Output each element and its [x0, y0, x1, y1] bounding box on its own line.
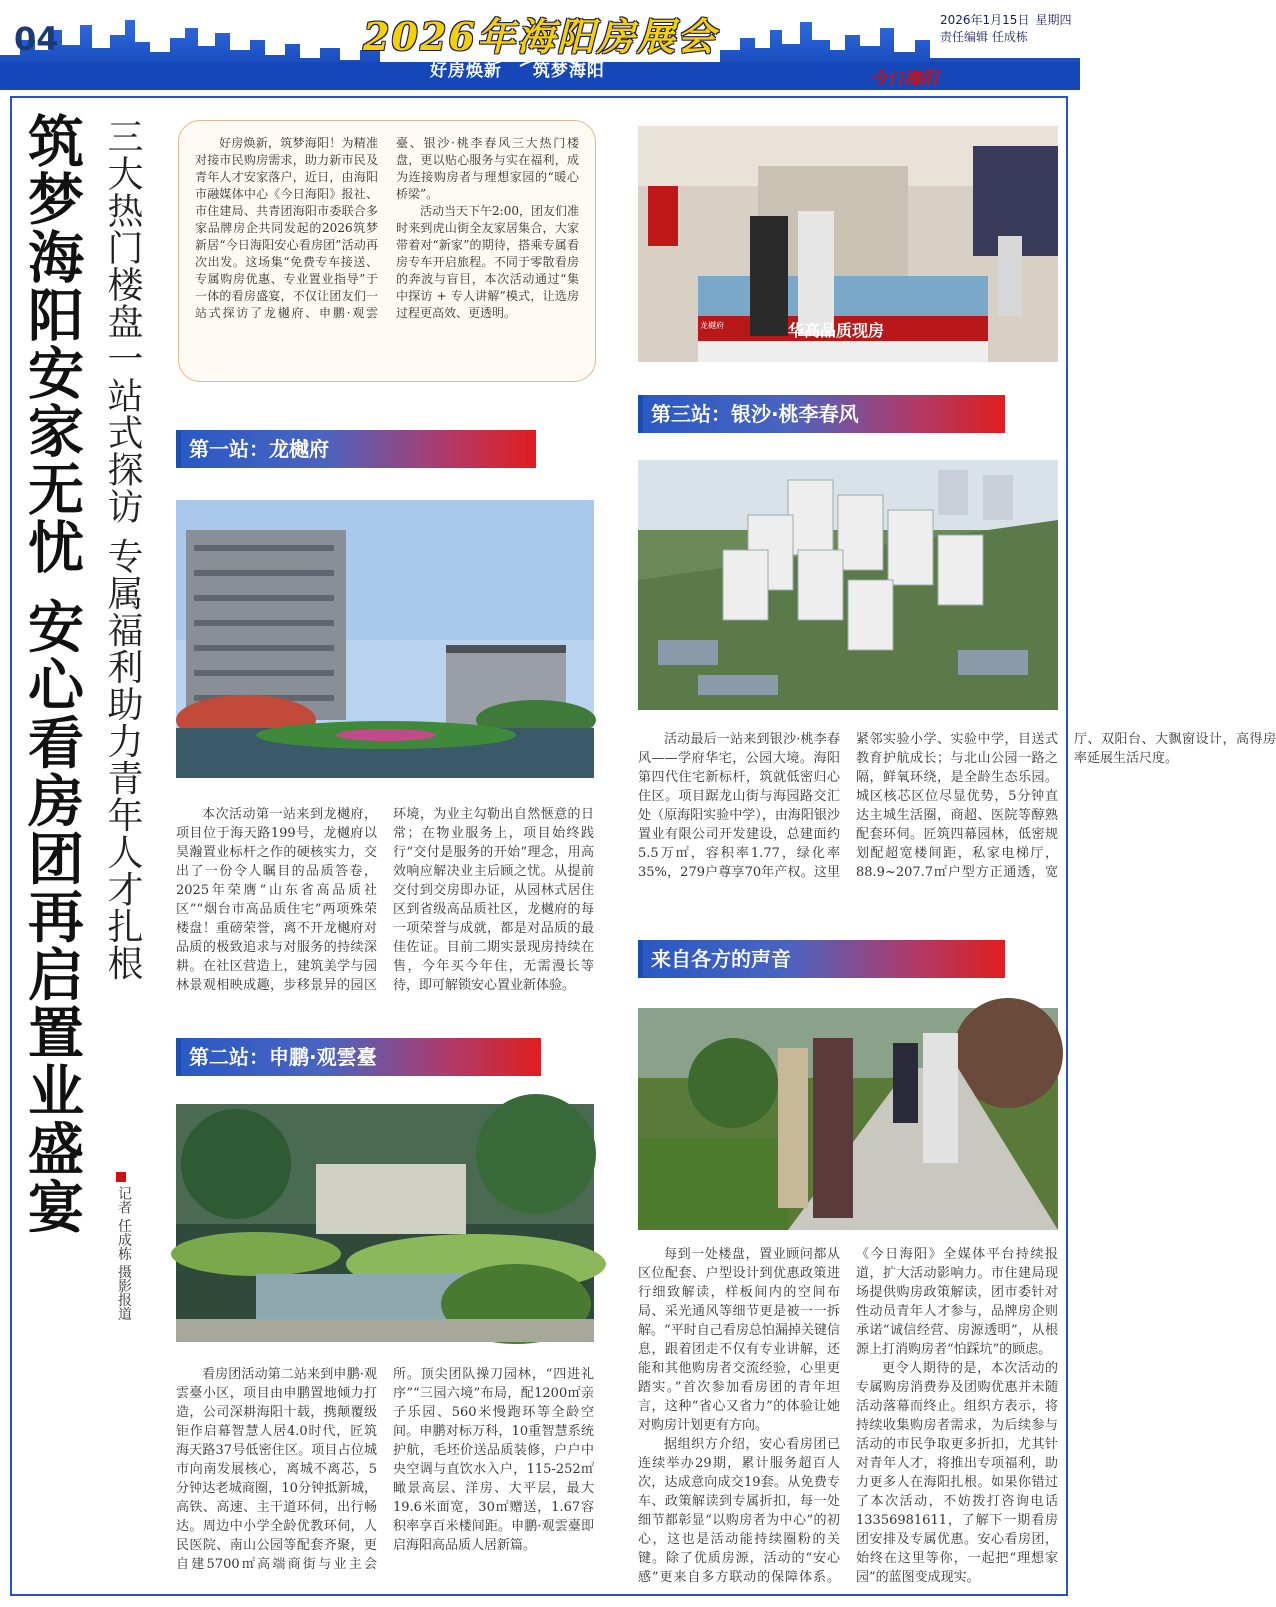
photo-taolichunfeng [638, 460, 1058, 710]
main-headline: 筑梦海阳安家无忧 安心看房团再启置业盛宴 [19, 112, 84, 1236]
sales-board-brand: 龙樾府 [700, 321, 724, 330]
sub-headline: 三大热门楼盘一站式探访 专属福利助力青年人才扎根 [102, 118, 143, 982]
intro-text [195, 135, 579, 322]
station-1-paragraph: 本次活动第一站来到龙樾府，项目位于海天路199号，龙樾府以昊瀚置业标杆之作的硬核实力，交出了一份令人瞩目的品质答卷，2025年荣膺“山东省高品质社区”“烟台市高品质住宅”两项殊荣楼盘！重磅荣誉，离不开龙樾府对品质的极致追求与对服务的持续深耕。在社区营造上，建筑美学与园林景观相映成趣，步移景异的园区环境，为业主勾勒出自然惬意的日常；在物业服务上，项目始终践行“交付是服务的开始”理念，用高效响应解决业主后顾之忧。从提前交付到交房即办证，从园林式居住区到省级高品质社区，龙樾府的每一项荣誉与成就，都是对品质的最佳佐证。目前二期实景现房持续在售，今年买今年住，无需漫长等待，即可解锁安心置业新体验。 [176, 807, 594, 993]
banner-slogans [430, 56, 730, 81]
section-heading-station-1: 第一站：龙樾府 [176, 430, 536, 468]
banner-title: 2026年海阳房展会 [363, 14, 717, 59]
photo-guanyuntai [176, 1104, 594, 1342]
station-2-paragraph: 看房团活动第二站来到申鹏·观雲臺小区，项目由申鹏置地倾力打造，公司深耕海阳十载，携颠覆级钜作启幕智慧人居4.0时代，匠筑海天路37号低密住区。项目占位城市向南发展核心，离城不离芯，5分钟达老城商圈，10分钟抵新城，高铁、高速、主干道环伺，出行畅达。周边中小学全龄优教环伺，人民医院、南山公园等配套齐聚，更自建5700㎡高端商街与业主会所。顶尖团队操刀园林，“四进礼序”“三园六境”布局，配1200㎡亲子乐园、560米慢跑环等全龄空间。申鹏对标万科，10重智慧系统护航，毛坯价送品质装修，户户中央空调与直饮水入户，115-252㎡瞰景高层、洋房、大平层，最大19.6米面宽，30㎡赠送，1.67容积率享百米楼间距。申鹏·观雲臺即启海阳高品质人居新篇。 [176, 1367, 594, 1572]
station-3-body [638, 730, 1276, 890]
photo-sales-office [638, 126, 1058, 362]
page-number: 04 [14, 20, 59, 58]
voices-body [638, 1245, 1058, 1590]
weekday: 星期四 [1035, 13, 1072, 27]
photo-visitors-walkway [638, 1008, 1058, 1230]
intro-paragraph: 好房焕新，筑梦海阳！为精准对接市民购房需求，助力新市民及青年人才安家落户，近日，由海阳市融媒体中心《今日海阳》报社、市住建局、共青团海阳市委联合多家品牌房企共同发起的2026筑梦新居“今日海阳安心看房团”活动再次出发。这场集“免费专车接送、专属购房优惠、专业置业指导”于一体的看房盛宴，不仅让团友们一站式探访了龙樾府、申鹏·观雲臺、银沙·桃李春风三大热门楼盘，更以贴心服务与实在福利，成为连接购房者与理想家园的“暖心桥梁”。 [195, 136, 579, 320]
slogan-2: 筑梦海阳 [532, 61, 605, 81]
voices-paragraph: 更令人期待的是，本次活动的专属购房消费券及团购优惠并未随活动落幕而终止。组织方表示，将持续收集购房者需求，为后续参与活动的市民争取更多折扣，尤其针对青年人才，将推出专项福利，助力更多人在海阳扎根。如果你错过了本次活动，不妨拨打咨询电话13356981611，了解下一期看房团安排及专属优惠。安心看房团，始终在这里等你，一起把“理想家园”的蓝图变成现实。 [856, 1361, 1058, 1585]
intro-box [178, 120, 596, 382]
newspaper-logo: 今日海阳 [870, 69, 938, 89]
station-3-paragraph: 活动最后一站来到银沙·桃李春风——学府华宅，公园大境。海阳第四代住宅新标杆，筑就低密归心住区。项目踞龙山街与海园路交汇处（原海阳实验中学），由海阳银沙置业有限公司开发建设，总建面约5.5万㎡，容积率1.77，绿化率35%，279户尊享70年产权。这里紧邻实验小学、实验中学，目送式教育护航成长；与北山公园一路之隔，鲜氧环绕，是全龄生态乐园。城区核芯区位尽显优势，5分钟直达主城生活圈，商超、医院等醇熟配套环伺。匠筑四幕园林，低密规划配超宽楼间距，私家电梯厅，88.9~207.7㎡户型方正通透，宽厅、双阳台、大飘窗设计，高得房率延展生活尺度。 [638, 732, 1276, 880]
sales-board-slogan: 华高品质现房 [788, 321, 885, 340]
intro-paragraph: 活动当天下午2:00，团友们准时来到虎山街全友家居集合，大家带着对“新家”的期待，搭乘专属看房专车开启旅程。不同于零散看房的奔波与盲目，本次活动通过“集中探访 + 专人讲解”模式，让选房过程更高效、更透明。 [396, 204, 579, 320]
section-heading-voices: 来自各方的声音 [638, 940, 1005, 978]
byline-marker [116, 1172, 126, 1182]
issue-date: 2026年1月15日 [940, 13, 1030, 27]
station-1-body [176, 805, 594, 1015]
editor-credit: 责任编辑 任成栋 [940, 30, 1028, 44]
section-heading-station-3: 第三站：银沙·桃李春风 [638, 395, 1005, 433]
date-block [940, 12, 1072, 46]
slogan-1: 好房焕新 [430, 61, 502, 81]
page-header [0, 0, 1080, 90]
byline: 记者 任成栋 摄影报道 [116, 1186, 132, 1321]
section-heading-station-2: 第二站：申鹏·观雲臺 [176, 1038, 541, 1076]
photo-longyuefu [176, 500, 594, 778]
voices-paragraph: 每到一处楼盘，置业顾问都从区位配套、户型设计到优惠政策进行细致解读，样板间内的空间布局、采光通风等细节更是被一一拆解。“平时自己看房总怕漏掉关键信息，跟着团走不仅有专业讲解，还能和其他购房者交流经验，心里更踏实。”首次参加看房团的青年坦言，这种“省心又省力”的体验让她对购房计划更有方向。 [638, 1247, 840, 1433]
voices-paragraph: 据组织方介绍，安心看房团已连续举办29期，累计服务超百人次，达成意向成交19套。从免费专车、政策解读到专属折扣，每一处细节都彰显“以购房者为中心”的初心，这也是活动能持续圈粉的关键。除了优质房源，活动的“安心感”更来自多方联动的保障体系。《今日海阳》全媒体平台持续报道，扩大活动影响力。市住建局现场提供购房政策解读，团市委针对性动员青年人才参与，品牌房企则承诺“诚信经营、房源透明”，从根源上打消购房者“怕踩坑”的顾虑。 [638, 1247, 1058, 1585]
station-2-body [176, 1365, 594, 1590]
